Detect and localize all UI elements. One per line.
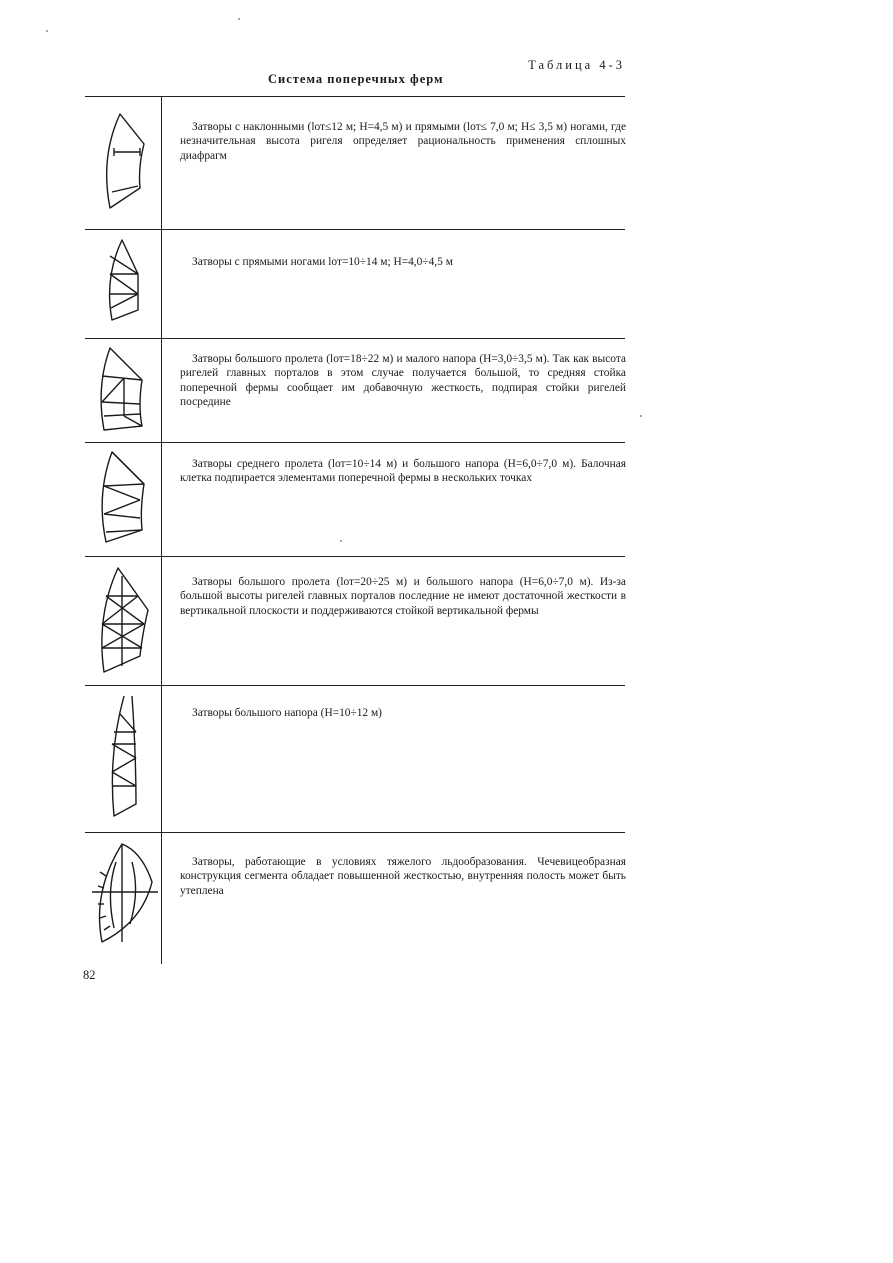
scan-speck xyxy=(340,540,342,542)
row-description: Затворы большого напора (H=10÷12 м) xyxy=(192,707,382,719)
truss-gate-straight-legs-icon xyxy=(92,238,152,327)
table-title: Система поперечных ферм xyxy=(268,72,444,86)
row-divider xyxy=(85,338,625,339)
row-divider xyxy=(85,442,625,443)
scan-speck xyxy=(238,18,240,20)
scan-speck xyxy=(46,30,48,32)
row-description: Затворы большого пролета (lот=18÷22 м) и малого напора (H=3,0÷3,5 м). Так как высота ригелей главных порталов в этом случае получается большой, то средняя стойка поперечной фермы сообщает им добавочную жесткость, подпирая стойки ригелей посредине xyxy=(180,353,626,408)
row-description: Затворы с наклонными (lот≤12 м; H=4,5 м) и прямыми (lот≤ 7,0 м; H≤ 3,5 м) ногами, где незначительная высота ригеля определяет рациональность применения сплошных диафрагм xyxy=(180,121,626,162)
row-divider xyxy=(85,685,625,686)
truss-gate-beam-cage-icon xyxy=(92,450,154,551)
row-description: Затворы, работающие в условиях тяжелого льдообразования. Чечевицеобразная конструкция сегмента обладает повышенной жесткостью, внутренняя полость может быть утеплена xyxy=(180,856,626,897)
row-divider xyxy=(85,556,625,557)
row-description: Затворы среднего пролета (lот=10÷14 м) и большого напора (H=6,0÷7,0 м). Балочная клетка подпирается элементами поперечной фермы в нескольких точках xyxy=(180,458,626,485)
row-description: Затворы большого пролета (lот=20÷25 м) и большого напора (H=6,0÷7,0 м). Из-за большой высоты ригелей главных порталов последние не имеют достаточной жесткости в вертикальной плоскости и поддерживаются стойкой вертикальной фермы xyxy=(180,576,626,617)
column-divider xyxy=(161,96,162,964)
truss-gate-lenticular-icon xyxy=(92,842,158,951)
truss-gate-vertical-truss-icon xyxy=(92,566,154,681)
truss-gate-high-head-icon xyxy=(92,694,152,825)
row-description: Затворы с прямыми ногами lот=10÷14 м; H=4,0÷4,5 м xyxy=(192,256,453,268)
table-caption: Таблица 4-3 xyxy=(528,58,625,72)
row-divider xyxy=(85,832,625,833)
page-number: 82 xyxy=(83,968,96,982)
scan-speck xyxy=(640,415,642,417)
truss-gate-middle-post-icon xyxy=(92,346,152,439)
truss-gate-inclined-legs-icon xyxy=(92,112,152,217)
table-top-rule xyxy=(85,96,625,97)
row-divider xyxy=(85,229,625,230)
